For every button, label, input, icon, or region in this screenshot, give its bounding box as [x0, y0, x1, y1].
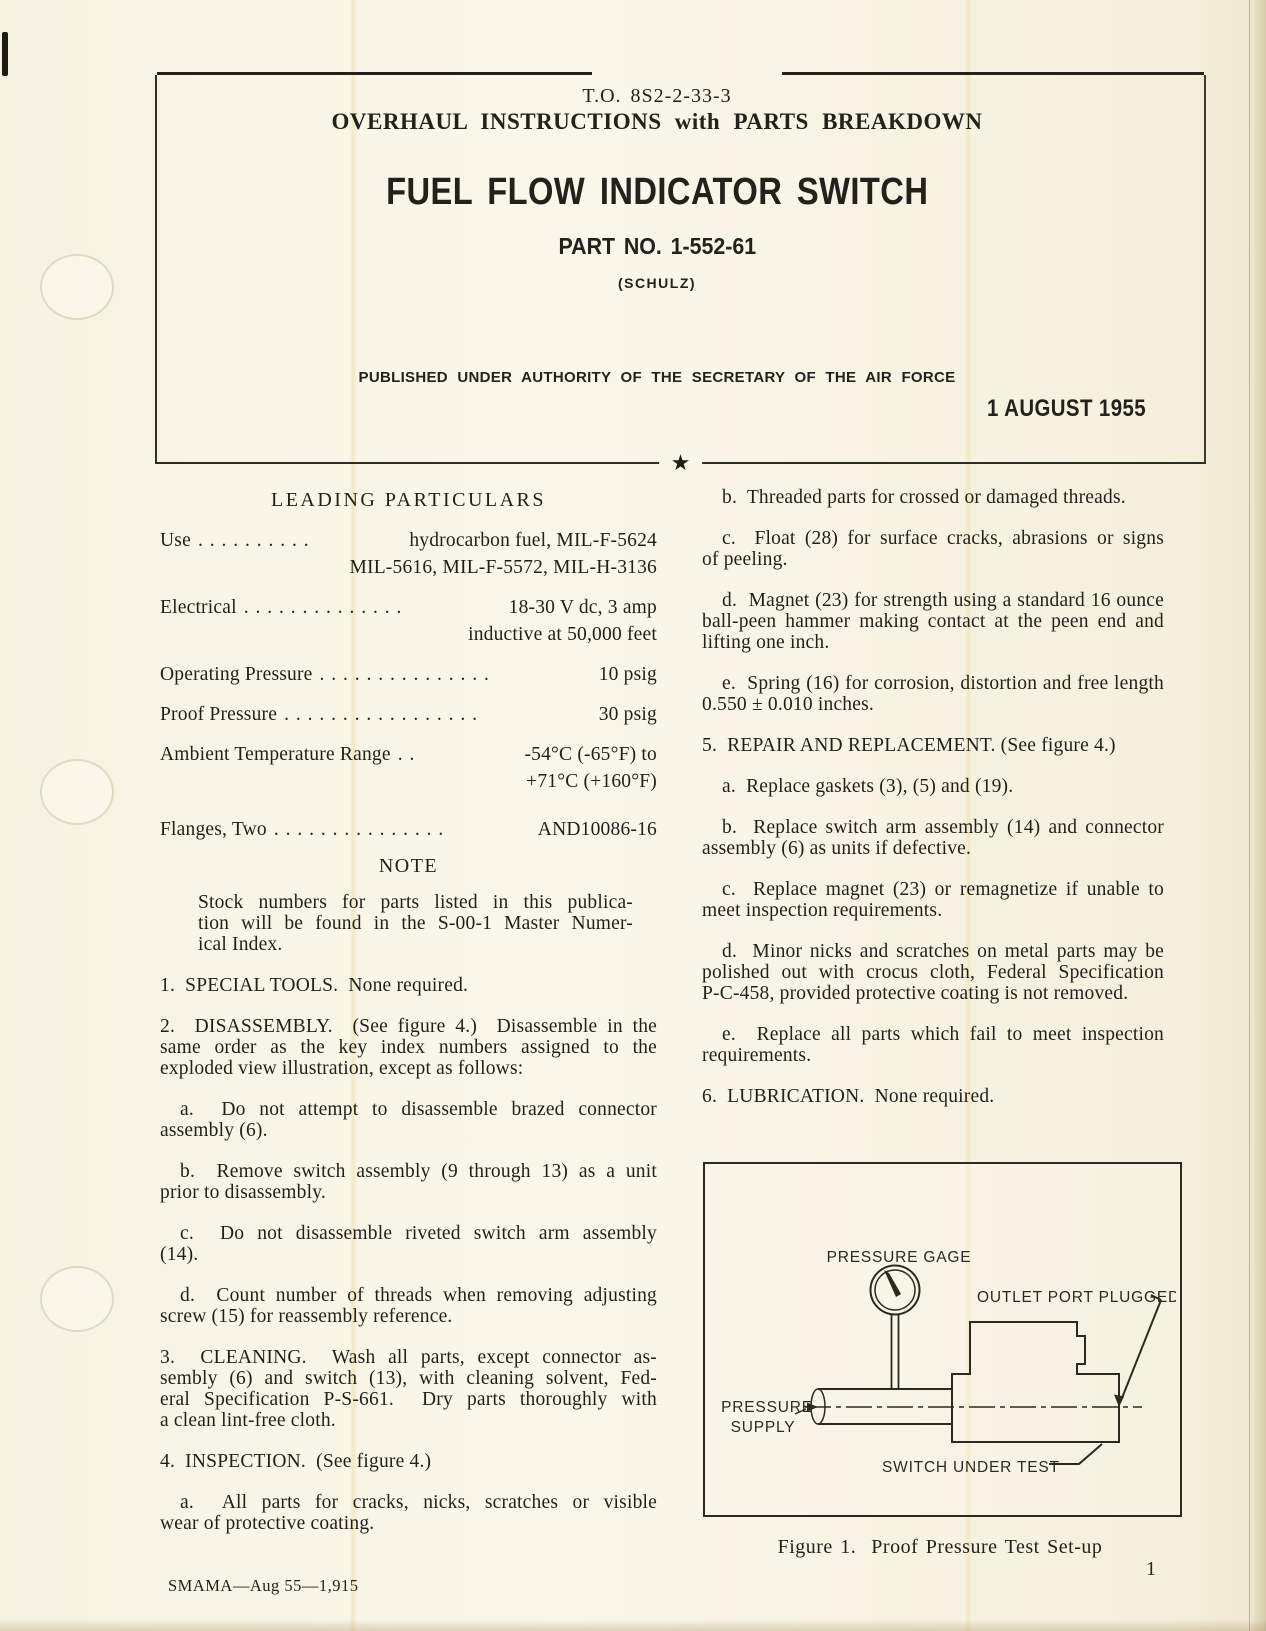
text-line: a. Do not attempt to disassemble brazed connector [180, 1099, 657, 1120]
lp-value-cont: MIL-5616, MIL-F-5572, MIL-H-3136 [349, 557, 657, 578]
text-line: wear of protective coating. [160, 1513, 375, 1534]
paragraph-cleaning [160, 1347, 657, 1431]
punch-hole [40, 1266, 114, 1332]
text-line: a clean lint-free cloth. [160, 1410, 336, 1431]
document-type: OVERHAUL INSTRUCTIONS with PARTS BREAKDOWN [331, 109, 983, 134]
lp-value: 30 psig [598, 704, 657, 725]
dot-leader: . . . . . . . . . . . . . . . [319, 664, 490, 685]
footer-imprint: SMAMA—Aug 55—1,915 [168, 1576, 359, 1595]
text-line: exploded view illustration, except as follows: [160, 1058, 524, 1079]
note-paragraph [198, 892, 633, 955]
figure-caption: Figure 1. Proof Pressure Test Set-up [777, 1536, 1103, 1558]
right-column [702, 487, 1164, 1127]
lp-entry-flanges [160, 816, 657, 843]
text-line: c. Do not disassemble riveted switch arm assembly [180, 1223, 657, 1244]
text-line: 5. REPAIR AND REPLACEMENT. (See figure 4.) [702, 735, 1116, 756]
text-line: b. Threaded parts for crossed or damaged threads. [722, 487, 1126, 508]
subparagraph-4a [160, 1492, 657, 1534]
lp-value: AND10086-16 [537, 819, 657, 840]
lp-label: Proof Pressure [160, 704, 278, 725]
dot-leader: . . . . . . . . . . . . . . . . . [284, 704, 478, 725]
publish-date: 1 AUGUST 1955 [987, 395, 1146, 422]
lp-label: Electrical [160, 597, 237, 618]
lp-label: Operating Pressure [160, 664, 313, 685]
text-line: prior to disassembly. [160, 1182, 326, 1203]
paragraph-special-tools [160, 975, 657, 996]
leading-particulars-heading: LEADING PARTICULARS [270, 489, 547, 511]
subparagraph-5d [702, 941, 1164, 1004]
page-bottom-shadow [0, 1619, 1266, 1631]
text-line: 1. SPECIAL TOOLS. None required. [160, 975, 469, 996]
lp-entry-ambient-temp [160, 741, 657, 795]
paragraph-lubrication [702, 1086, 1164, 1107]
text-line: b. Remove switch assembly (9 through 13) as a unit [180, 1161, 657, 1182]
outlet-leader-line [1122, 1300, 1161, 1398]
switch-body [952, 1322, 1119, 1442]
paragraph-repair-replacement [702, 735, 1164, 756]
left-column [160, 487, 657, 1554]
page-title: FUEL FLOW INDICATOR SWITCH [385, 171, 929, 213]
text-line: meet inspection requirements. [702, 900, 943, 921]
subparagraph-4d [702, 590, 1164, 653]
manufacturer: (SCHULZ) [617, 275, 697, 291]
text-line: requirements. [702, 1045, 812, 1066]
top-rule-left [157, 72, 592, 75]
figure-label-pressure-supply: SUPPLY [730, 1419, 796, 1436]
dot-leader: . . [397, 744, 416, 765]
text-line: a. Replace gaskets (3), (5) and (19). [722, 776, 1014, 797]
text-line: polished out with crocus cloth, Federal Specification [702, 962, 1164, 983]
note-heading: NOTE [378, 855, 439, 877]
lp-value: 10 psig [598, 664, 657, 685]
text-line: ball-peen hammer making contact at the peen end and [702, 611, 1164, 632]
subparagraph-4c [702, 528, 1164, 570]
subparagraph-4e [702, 673, 1164, 715]
subparagraph-5c [702, 879, 1164, 921]
to-number: T.O. 8S2-2-33-3 [582, 85, 732, 107]
lp-entry-use [160, 527, 657, 581]
top-rule-right [782, 72, 1204, 75]
subparagraph-5a [702, 776, 1164, 797]
dot-leader: . . . . . . . . . . . . . . [243, 597, 403, 618]
subparagraph-4b [702, 487, 1164, 508]
text-line: screw (15) for reassembly reference. [160, 1306, 453, 1327]
lp-value-cont: inductive at 50,000 feet [468, 624, 657, 645]
text-line: (14). [160, 1244, 199, 1265]
text-line: 6. LUBRICATION. None required. [702, 1086, 995, 1107]
scan-mark [2, 32, 8, 76]
page-number: 1 [1146, 1558, 1156, 1580]
text-line: c. Float (28) for surface cracks, abrasions or signs [722, 528, 1164, 549]
figure-label-pressure-supply: PRESSURE [721, 1399, 813, 1416]
text-line: tion will be found in the S-00-1 Master Numer- [198, 913, 633, 934]
lp-value: 18-30 V dc, 3 amp [508, 597, 657, 618]
figure-label-outlet-port: OUTLET PORT PLUGGED [977, 1289, 1176, 1306]
text-line: 0.550 ± 0.010 inches. [702, 694, 874, 715]
text-line: d. Minor nicks and scratches on metal parts may be [722, 941, 1164, 962]
star-icon: ★ [659, 450, 703, 476]
subparagraph-2d [160, 1285, 657, 1327]
lp-value-cont: +71°C (+160°F) [526, 771, 657, 792]
lp-label: Flanges, Two [160, 819, 267, 840]
subparagraph-2c [160, 1223, 657, 1265]
subparagraph-5e [702, 1024, 1164, 1066]
text-line: 2. DISASSEMBLY. (See figure 4.) Disassemble in the [160, 1016, 657, 1037]
text-line: same order as the key index numbers assigned to the [160, 1037, 657, 1058]
text-line: Stock numbers for parts listed in this publica- [198, 892, 633, 913]
subparagraph-5b [702, 817, 1164, 859]
figure-box [703, 1162, 1182, 1517]
punch-hole [40, 254, 114, 320]
lp-entry-proof-pressure [160, 701, 657, 728]
text-line: a. All parts for cracks, nicks, scratches or visible [180, 1492, 657, 1513]
text-line: 3. CLEANING. Wash all parts, except connector as- [160, 1347, 657, 1368]
dot-leader: . . . . . . . . . . . . . . . [273, 819, 445, 840]
subparagraph-2a [160, 1099, 657, 1141]
part-number: PART NO. 1-552-61 [558, 233, 756, 259]
proof-pressure-test-diagram [705, 1164, 1176, 1511]
figure-label-switch-under-test: SWITCH UNDER TEST [882, 1459, 1060, 1476]
text-line: assembly (6) as units if defective. [702, 838, 972, 859]
text-line: lifting one inch. [702, 632, 830, 653]
text-line: eral Specification P-S-661. Dry parts thoroughly with [160, 1389, 657, 1410]
title-block [155, 75, 1206, 475]
dot-leader: . . . . . . . . . . [197, 530, 310, 551]
punch-hole [40, 759, 114, 825]
authority-line: PUBLISHED UNDER AUTHORITY OF THE SECRETARY OF THE AIR FORCE [358, 369, 956, 386]
outlet-arrowhead [1114, 1395, 1124, 1408]
text-line: ical Index. [198, 934, 283, 955]
gauge-needle [884, 1270, 901, 1297]
lp-label: Use [160, 530, 191, 551]
text-line: d. Count number of threads when removing adjusting [180, 1285, 657, 1306]
paragraph-disassembly [160, 1016, 657, 1079]
text-line: P-C-458, provided protective coating is not removed. [702, 983, 1129, 1004]
text-line: assembly (6). [160, 1120, 268, 1141]
text-line: e. Replace all parts which fail to meet inspection [722, 1024, 1164, 1045]
figure-label-pressure-gage: PRESSURE GAGE [826, 1249, 972, 1266]
text-line: 4. INSPECTION. (See figure 4.) [160, 1451, 432, 1472]
lp-label: Ambient Temperature Range [160, 744, 391, 765]
text-line: b. Replace switch arm assembly (14) and connector [722, 817, 1164, 838]
paragraph-inspection [160, 1451, 657, 1472]
text-line: d. Magnet (23) for strength using a standard 16 ounce [722, 590, 1164, 611]
text-line: e. Spring (16) for corrosion, distortion and free length [722, 673, 1164, 694]
text-line: sembly (6) and switch (13), with cleaning solvent, Fed- [160, 1368, 657, 1389]
subparagraph-2b [160, 1161, 657, 1203]
lp-value: -54°C (-65°F) to [524, 744, 657, 765]
text-line: c. Replace magnet (23) or remagnetize if unable to [722, 879, 1164, 900]
lp-entry-electrical [160, 594, 657, 648]
lp-value: hydrocarbon fuel, MIL-F-5624 [409, 530, 657, 551]
lp-entry-operating-pressure [160, 661, 657, 688]
text-line: of peeling. [702, 549, 788, 570]
page-edge-shadow [1249, 0, 1266, 1631]
